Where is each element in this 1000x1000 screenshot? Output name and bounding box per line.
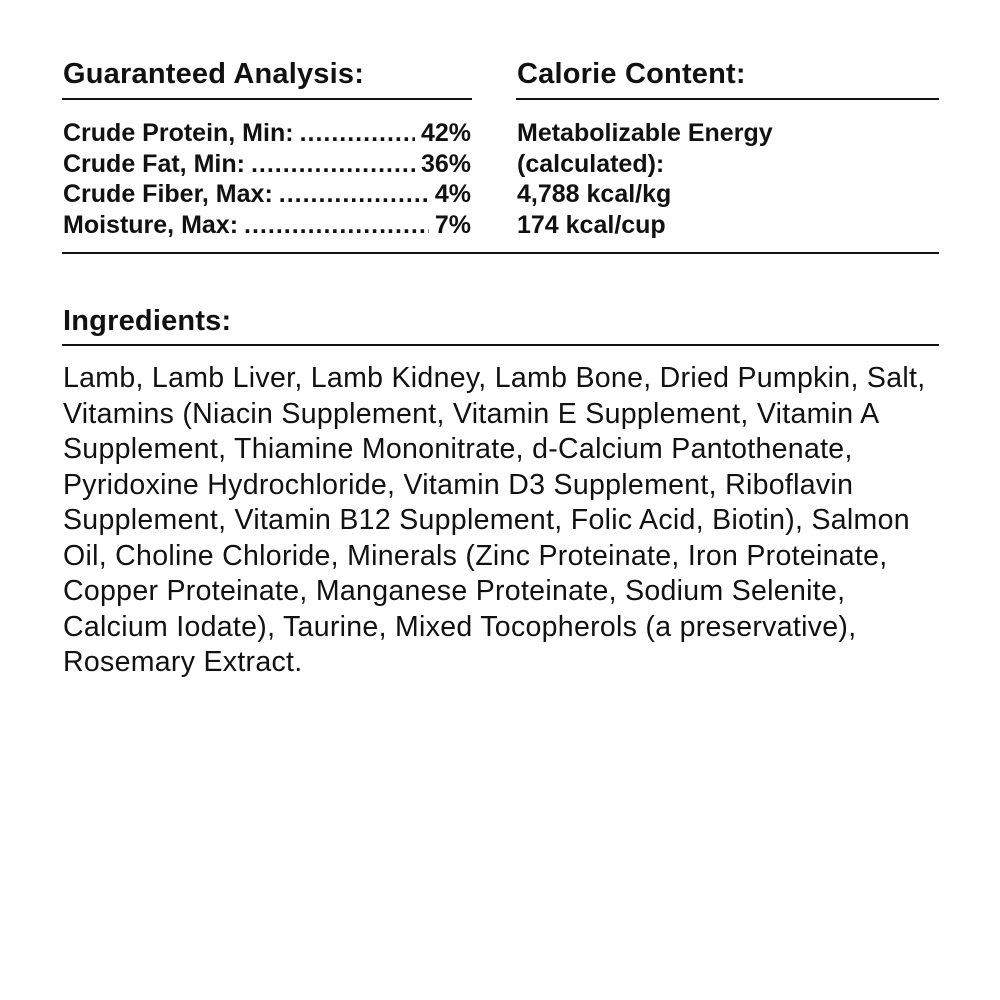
- dot-leader: [251, 149, 415, 180]
- calorie-line: 4,788 kcal/kg: [517, 180, 672, 208]
- guaranteed-analysis-top-rule: [62, 98, 472, 100]
- calorie-content-heading: Calorie Content:: [517, 58, 746, 90]
- calorie-content-top-rule: [516, 98, 939, 100]
- dot-leader: [244, 210, 429, 241]
- analysis-label: Crude Protein, Min:: [63, 119, 294, 147]
- guaranteed-analysis-table: [63, 118, 471, 240]
- dot-leader: [300, 118, 415, 149]
- analysis-label: Crude Fiber, Max:: [63, 180, 273, 208]
- calorie-content-block: [517, 118, 937, 240]
- section-divider: [62, 252, 939, 254]
- calorie-line: 174 kcal/cup: [517, 210, 666, 239]
- ingredients-heading: Ingredients:: [63, 305, 232, 337]
- analysis-value: 36%: [420, 149, 471, 178]
- analysis-value: 42%: [420, 119, 471, 147]
- analysis-row-crude-fat: [63, 149, 471, 180]
- analysis-row-moisture: [63, 210, 471, 241]
- dot-leader: [279, 179, 429, 210]
- analysis-row-crude-fiber: [63, 179, 471, 210]
- calorie-line: Metabolizable Energy: [517, 119, 773, 147]
- guaranteed-analysis-heading: Guaranteed Analysis:: [63, 58, 365, 90]
- ingredients-list: Lamb, Lamb Liver, Lamb Kidney, Lamb Bone, Dried Pumpkin, Salt, Vitamins (Niacin Supplement, Vitamin E Supplement, Vitamin A Supplement, Thiamine Mononitrate, d-Calcium Pantothenate, Pyridoxine Hydrochloride, Vitamin D3 Supplement, Riboflavin Supplement, Vitamin B12 Supplement, Folic Acid, Biotin), Salmon Oil, Choline Chloride, Minerals (Zinc Proteinate, Iron Proteinate, Copper Proteinate, Manganese Proteinate, Sodium Selenite, Calcium Iodate), Taurine, Mixed Tocopherols (a preservative), Rosemary Extract.: [63, 362, 926, 678]
- calorie-line: (calculated):: [517, 149, 665, 178]
- analysis-value: 4%: [434, 180, 471, 208]
- analysis-label: Moisture, Max:: [63, 210, 239, 239]
- analysis-label: Crude Fat, Min:: [63, 149, 245, 178]
- analysis-row-crude-protein: [63, 118, 471, 149]
- ingredients-top-rule: [62, 344, 939, 346]
- analysis-value: 7%: [434, 210, 471, 239]
